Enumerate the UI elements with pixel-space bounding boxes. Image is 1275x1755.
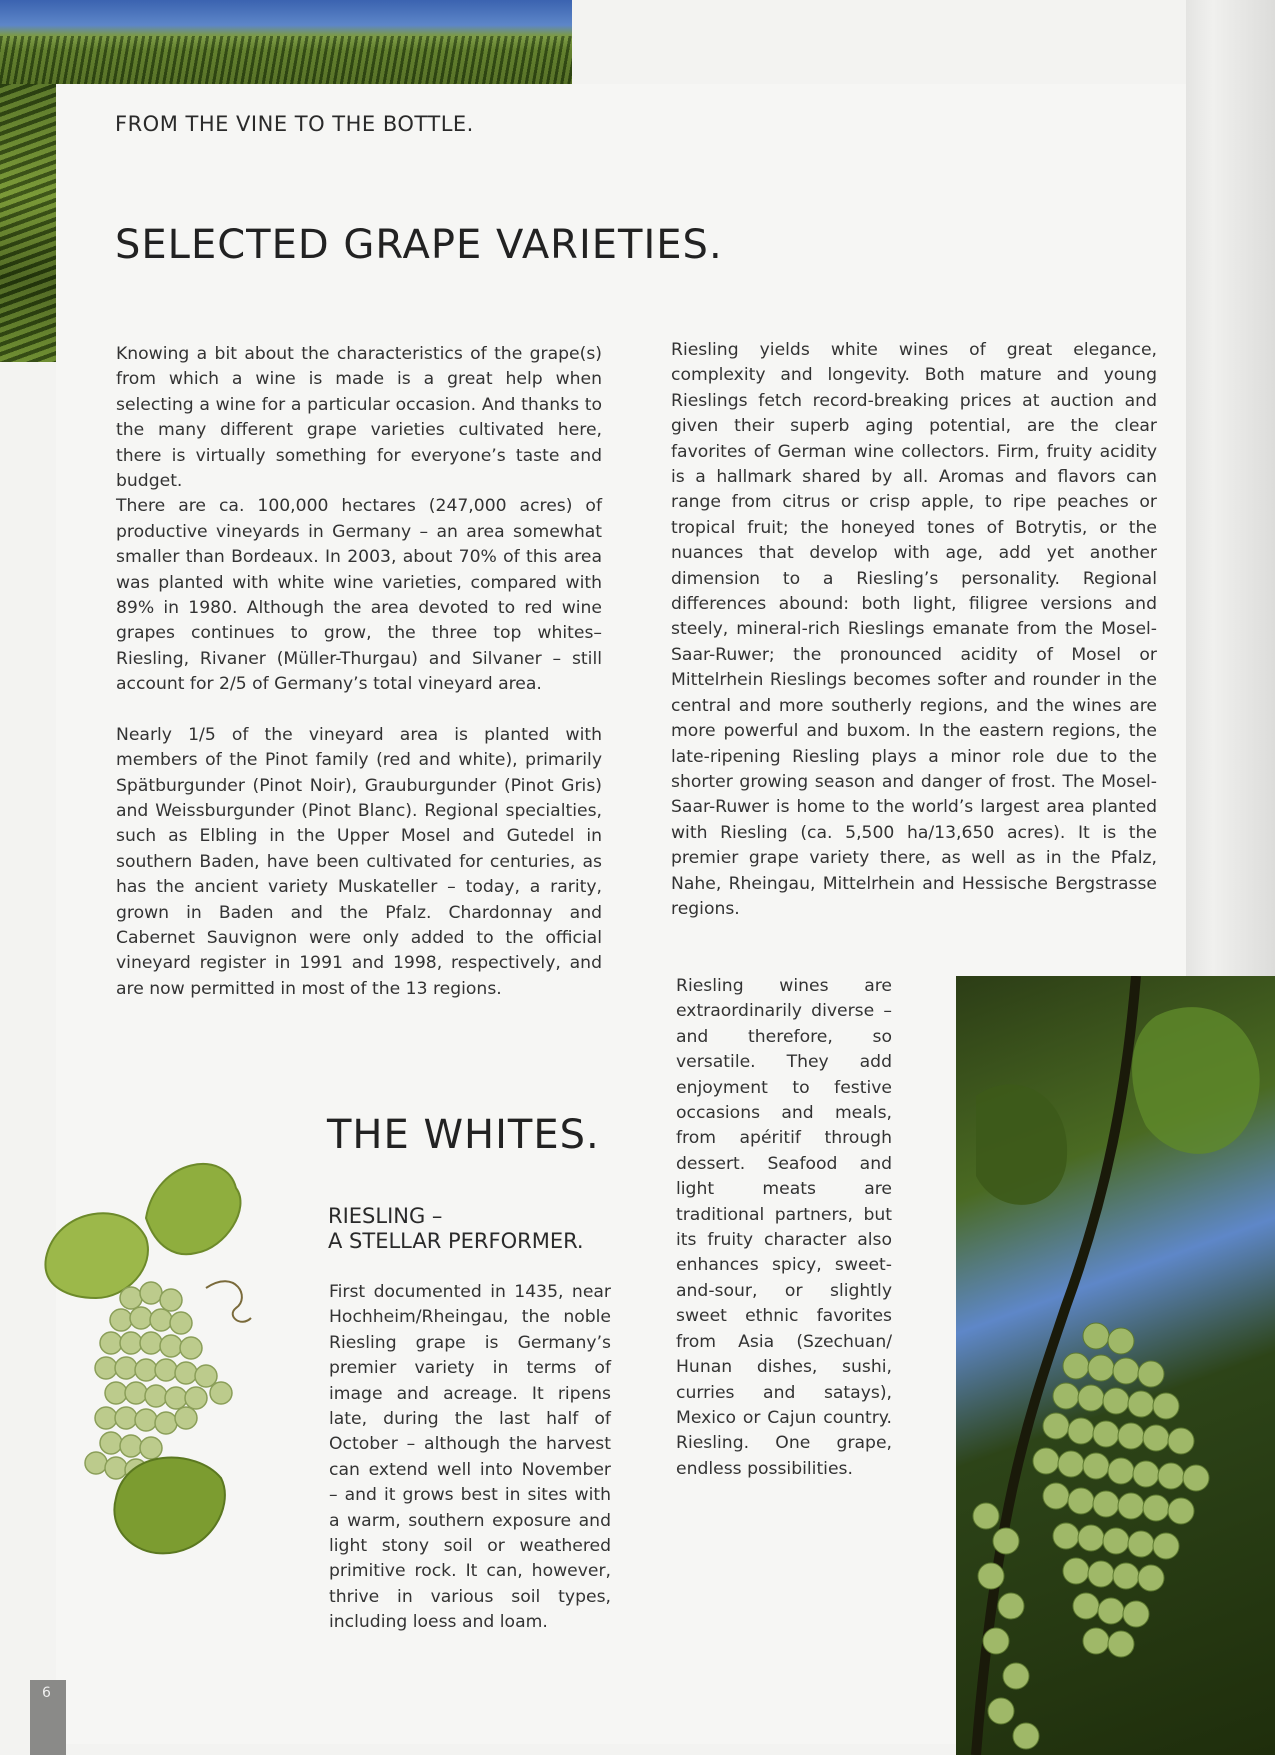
photo-grape-berry [1118,1423,1144,1449]
photo-grape-berry [1158,1463,1184,1489]
vineyard-photo-top [0,0,572,84]
riesling-subtitle [328,1204,584,1254]
photo-grape-berry [1068,1418,1094,1444]
photo-grape-berry [1003,1663,1029,1689]
photo-grape-berry [1088,1561,1114,1587]
column-right [671,338,1157,947]
grape-berry [120,1332,142,1354]
grape-berry [120,1287,142,1309]
grape-berry [185,1387,207,1409]
vine-leaf [976,1084,1067,1204]
photo-grape-berry [1133,1461,1159,1487]
photo-grape-berry [978,1563,1004,1589]
grape-berry [195,1365,217,1387]
paragraph: Riesling wines are extraordinarily diverse – and therefore, so versatile. They add enjoyment to festive occasions and meals, from apéritif through dessert. Seafood and light meats are traditional partners, but its fruity character also enhances spicy, sweet-and-sour, or slightly sweet ethnic favorites from Asia (Szechuan/ Hunan dishes, sushi, curries and satays), Mexico or Cajun country. Riesling. One grape, endless possibilities. [676,976,892,1479]
grape-berry [140,1437,162,1459]
grape-berry [110,1309,132,1331]
grape-berry [95,1407,117,1429]
grape-berry [85,1452,107,1474]
grape-berry [165,1387,187,1409]
photo-grape-berry [1083,1628,1109,1654]
photo-grape-berry [1183,1465,1209,1491]
photo-grape-berry [1043,1413,1069,1439]
grape-berry [120,1435,142,1457]
paragraph: Knowing a bit about the characteristics of the grape(s) from which a wine is made is a great help when selecting a wine for a particular occasion. And thanks to the many different grape varieties cultivated here, there is virtually something for everyone’s taste and budget. [116,344,602,492]
grape-berry [100,1332,122,1354]
photo-grape-berry [1138,1565,1164,1591]
photo-grape-berry [988,1698,1014,1724]
photo-grape-berry [1058,1451,1084,1477]
grape-berry [180,1337,202,1359]
photo-grape-berry [1153,1393,1179,1419]
photo-grape-berry [993,1528,1019,1554]
photo-grape-berry [1108,1328,1134,1354]
photo-grape-berry [1078,1525,1104,1551]
photo-grape-berry [1108,1631,1134,1657]
photo-grape-berry [973,1503,999,1529]
grape-photo-drawing [956,976,1275,1755]
photo-grape-berry [1053,1383,1079,1409]
grape-berry [135,1359,157,1381]
photo-grape-berry [1123,1601,1149,1627]
photo-grape-berry [1128,1531,1154,1557]
photo-grape-berry [1143,1495,1169,1521]
leaf-left [45,1213,148,1298]
grape-berry [100,1432,122,1454]
photo-grape-berry [1068,1488,1094,1514]
grape-berry [170,1312,192,1334]
photo-grape-berry [1078,1385,1104,1411]
photo-grape-berry [1103,1388,1129,1414]
grape-berry [175,1407,197,1429]
photo-grape-berry [1083,1323,1109,1349]
photo-grape-berry [1063,1353,1089,1379]
photo-grape-berry [1168,1428,1194,1454]
grape-berry [160,1335,182,1357]
photo-berries [973,1323,1209,1749]
photo-grape-berry [1168,1498,1194,1524]
grape-berry [95,1357,117,1379]
photo-grape-berry [1113,1563,1139,1589]
photo-grape-berry [1093,1421,1119,1447]
photo-grape-berry [1053,1523,1079,1549]
grape-berry [155,1359,177,1381]
grape-berry [115,1407,137,1429]
photo-grape-berry [1073,1593,1099,1619]
subtitle-line: A STELLAR PERFORMER. [328,1229,584,1253]
grape-berry [210,1382,232,1404]
grape-berry [105,1457,127,1479]
photo-grape-berry [1093,1491,1119,1517]
photo-grape-berry [1083,1453,1109,1479]
subtitle-line: RIESLING – [328,1204,443,1228]
grape-berries [85,1282,232,1481]
paragraph: First documented in 1435, near Hochheim/Rheingau, the noble Riesling grape is Germany’s premier variety in terms of image and acreage. It ripens late, during the last half of October – although the harvest can extend well into November – and it grows best in sites with a warm, southern exposure and light stony soil or weathered primitive rock. It can, however, thrive in various soil types, including loess and loam. [329,1282,611,1633]
grape-berry [125,1382,147,1404]
column-left [116,342,602,1027]
page-number: 6 [42,1685,51,1701]
grape-berry [105,1382,127,1404]
vine-leaf [1132,1007,1260,1154]
page-title: SELECTED GRAPE VARIETIES. [115,222,723,268]
grape-berry [145,1385,167,1407]
photo-grape-berry [1063,1558,1089,1584]
photo-grape-berry [1153,1533,1179,1559]
grape-cluster-illustration [36,1148,292,1606]
column-narrow [676,974,892,1507]
grape-berry [150,1309,172,1331]
photo-grape-berry [1013,1723,1039,1749]
grape-berry [135,1409,157,1431]
photo-grape-berry [1108,1458,1134,1484]
paragraph: There are ca. 100,000 hectares (247,000 acres) of productive vineyards in Germany – an area somewhat smaller than Bordeaux. In 2003, about 70% of this area was planted with white wine varieties, compared with 89% in 1980. Although the area devoted to red wine grapes continues to grow, the three top whites– Riesling, Rivaner (Müller-Thurgau) and Silvaner – still account for 2/5 of Germany’s total vineyard area. [116,496,602,695]
photo-grape-berry [998,1593,1024,1619]
grape-vine-photo [956,976,1275,1755]
photo-grape-berry [1043,1483,1069,1509]
leaf-bottom [114,1458,224,1554]
photo-grape-berry [1033,1448,1059,1474]
photo-grape-berry [1088,1355,1114,1381]
leaf-top [146,1164,240,1254]
photo-grape-berry [1118,1493,1144,1519]
photo-grape-berry [1138,1361,1164,1387]
grape-berry [160,1289,182,1311]
photo-grape-berry [983,1628,1009,1654]
grape-berry [115,1357,137,1379]
photo-grape-berry [1103,1528,1129,1554]
grape-berry [130,1307,152,1329]
photo-grape-berry [1113,1358,1139,1384]
vineyard-photo-left-strip [0,84,56,362]
grape-berry [140,1332,162,1354]
paragraph: Riesling yields white wines of great elegance, complexity and longevity. Both mature and young Rieslings fetch record-breaking prices at auction and given their superb aging potential, are the clear favorites of German wine collectors. Firm, fruity acidity is a hallmark shared by all. Aromas and flavors can range from citrus or crisp apple, to ripe peaches or tropical fruit; the honeyed tones of Botrytis, or the nuances that develop with age, add yet another dimension to a Riesling’s personality. Regional differences abound: both light, filigree versions and steely, mineral-rich Rieslings emanate from the Mosel-Saar-Ruwer; the pronounced acidity of Mosel or Mittelrhein Rieslings becomes softer and rounder in the central and more southerly regions, and the wines are more powerful and buxom. In the eastern regions, the late-ripening Riesling plays a minor role due to the shorter growing season and danger of frost. The Mosel-Saar-Ruwer is home to the world’s largest area planted with Riesling (ca. 5,500 ha/13,650 acres). It is the premier grape variety there, as well as in the Pfalz, Nahe, Rheingau, Mittelrhein and Hessische Bergstrasse regions. [671,340,1157,919]
photo-grape-berry [1143,1425,1169,1451]
riesling-body [329,1280,611,1661]
section-kicker: FROM THE VINE TO THE BOTTLE. [115,112,474,136]
photo-grape-berry [1128,1391,1154,1417]
grape-berry [175,1362,197,1384]
photo-grape-berry [1098,1598,1124,1624]
paragraph: Nearly 1/5 of the vineyard area is planted with members of the Pinot family (red and white), primarily Spätburgunder (Pinot Noir), Grauburgunder (Pinot Gris) and Weissburgunder (Pinot Blanc). Regional specialties, such as Elbling in the Upper Mosel and Gutedel in southern Baden, have been cultivated for centuries, as has the ancient variety Muskateller – today, a rarity, grown in Baden and the Pfalz. Chardonnay and Cabernet Sauvignon were only added to the official vineyard register in 1991 and 1998, respectively, and are now permitted in most of the 13 regions. [116,724,602,999]
tendril [206,1281,251,1322]
grape-berry [155,1412,177,1434]
grape-berry [140,1282,162,1304]
section-title-whites: THE WHITES. [327,1112,600,1158]
